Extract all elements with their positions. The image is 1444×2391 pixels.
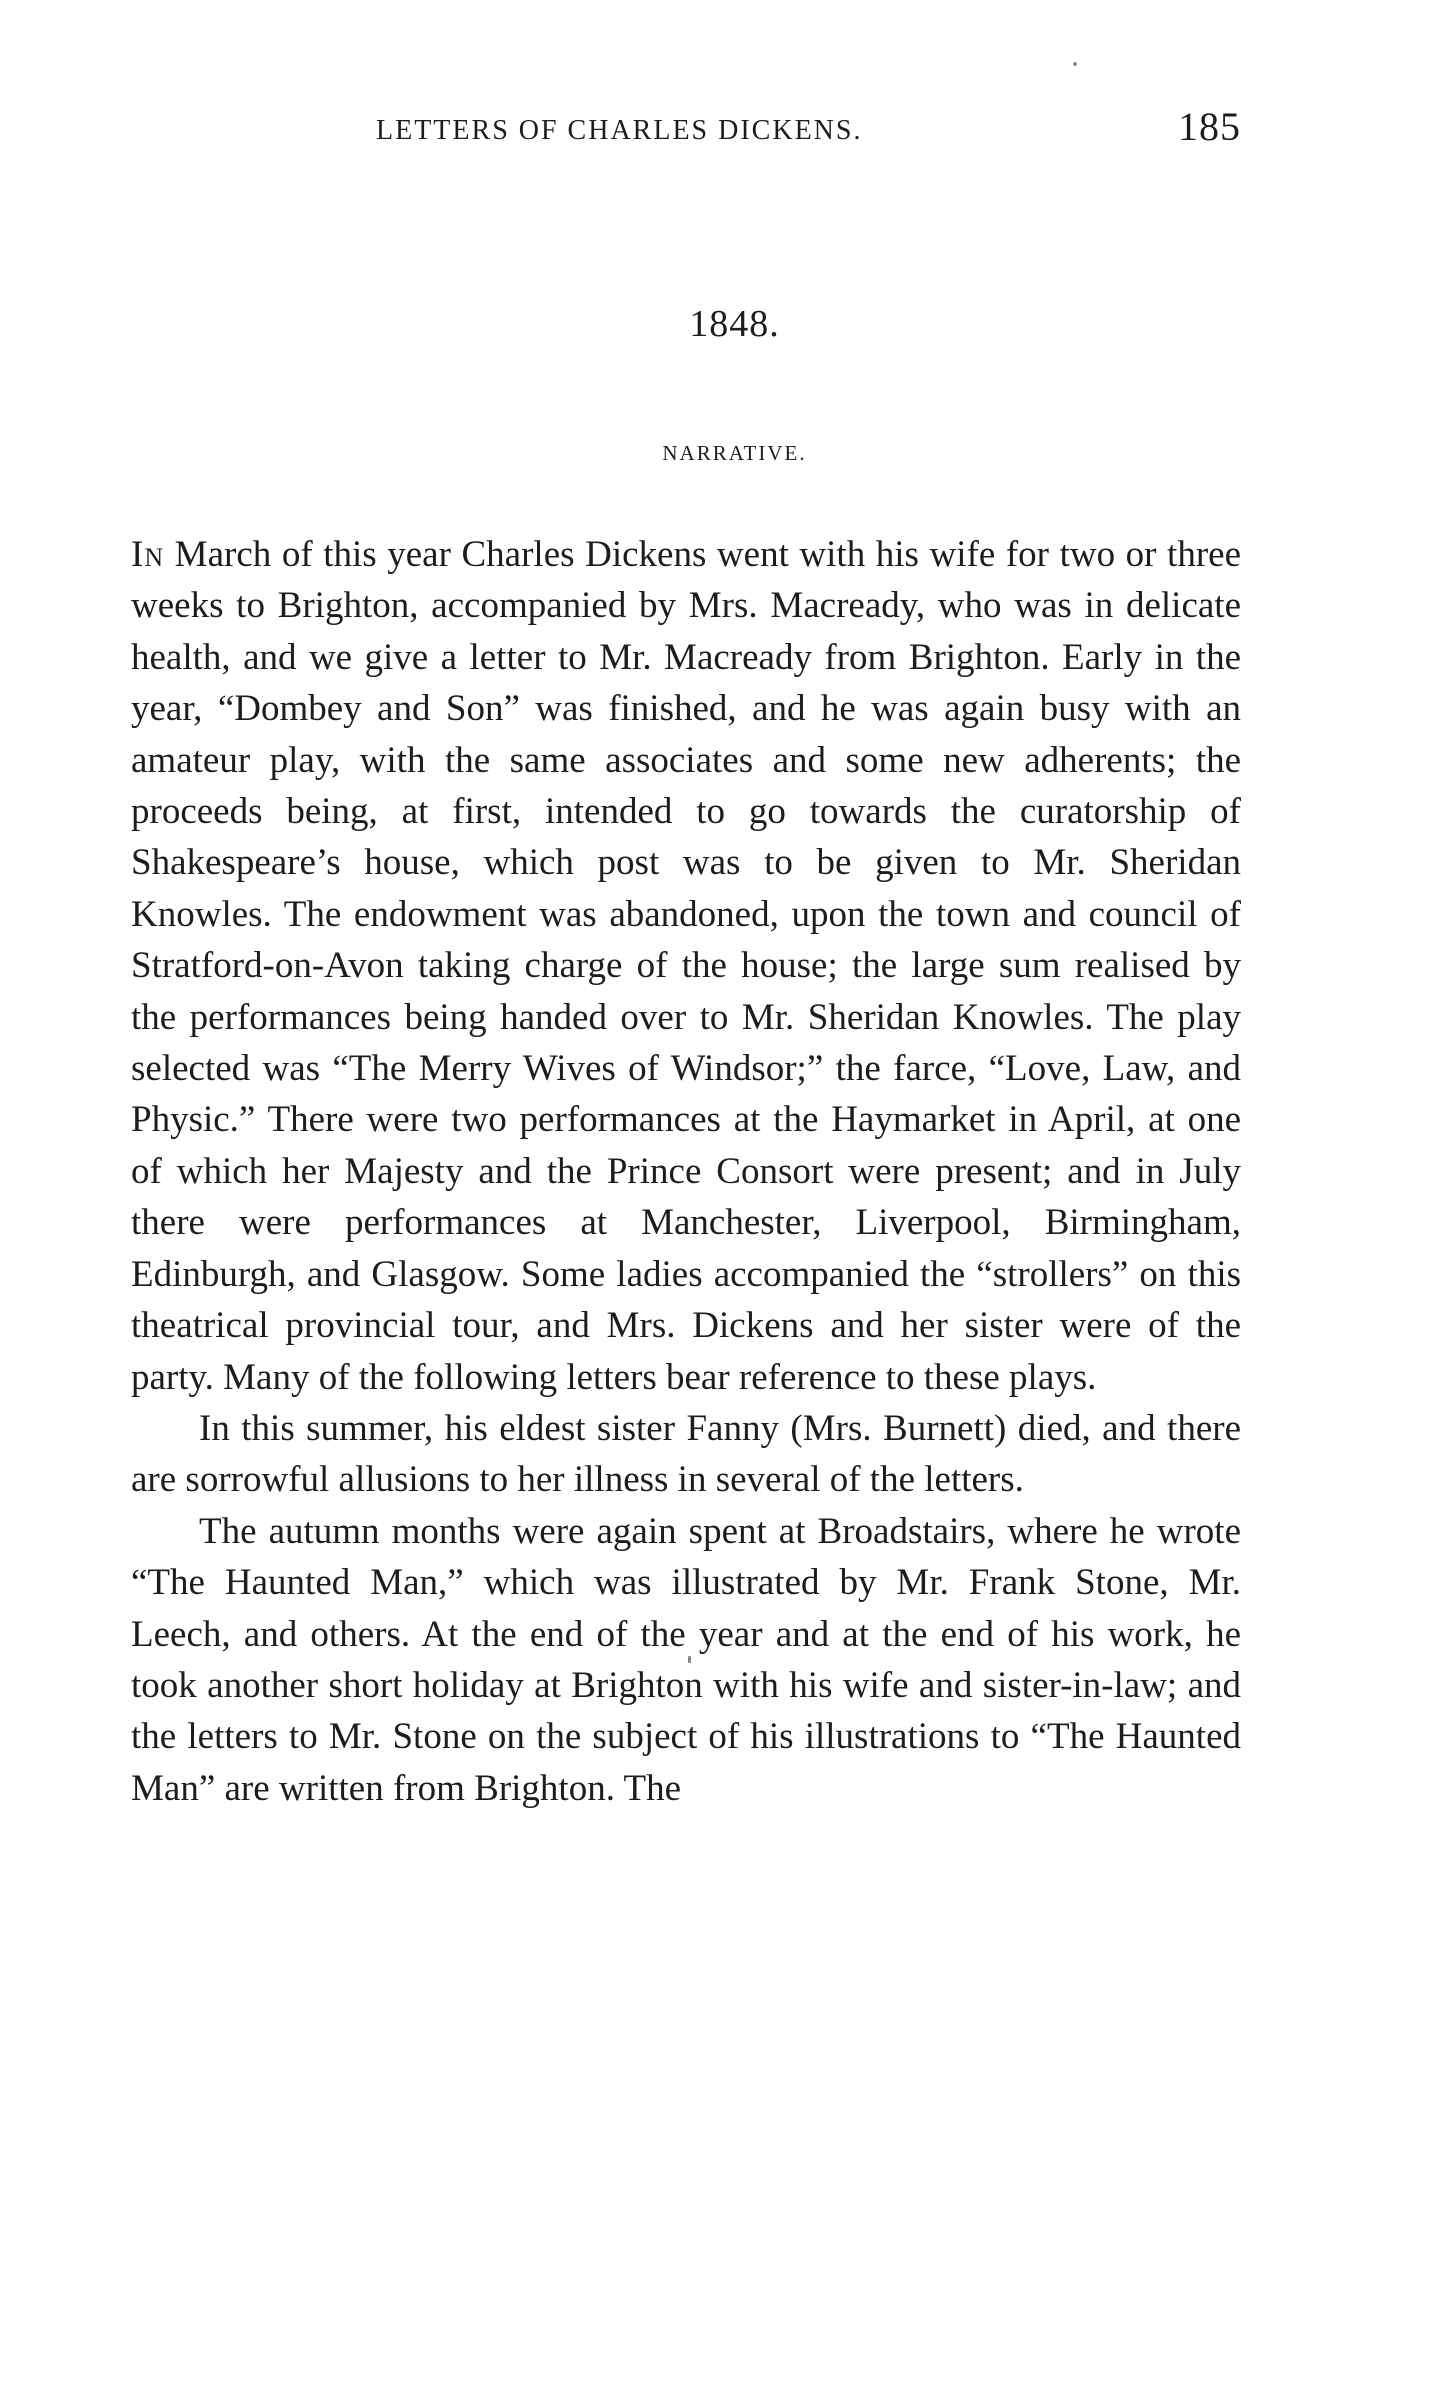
running-title: LETTERS OF CHARLES DICKENS. bbox=[376, 115, 863, 146]
section-heading: NARRATIVE. bbox=[662, 441, 807, 465]
year-heading: 1848. bbox=[689, 303, 780, 345]
paragraph-1 bbox=[131, 529, 1241, 1403]
paragraph-1-first-word: In bbox=[131, 534, 165, 575]
page-number: 185 bbox=[1178, 104, 1241, 149]
paragraph-2: In this summer, his eldest sister Fanny (Mrs. Burnett) died, and there are sorrowful allusions to her illness in several of the letters. bbox=[131, 1407, 1241, 1501]
body-text bbox=[131, 529, 1241, 1814]
print-speck bbox=[688, 1656, 691, 1663]
print-speck bbox=[1073, 62, 1077, 66]
paragraph-1-text: March of this year Charles Dickens went with his wife for two or three weeks to Brighton, accompanied by Mrs. Macready, who was in delicate health, and we give a letter to Mr. Macready from Brighton. Early in the year, “Dombey and Son” was finished, and he was again busy with an amateur play, with the same associates and some new adherents; the proceeds being, at first, intended to go towards the curatorship of Shakespeare’s house, which post was to be given to Mr. Sheridan Knowles. The endowment was abandoned, upon the town and council of Stratford-on-Avon taking charge of the house; the large sum realised by the performances being handed over to Mr. Sheridan Knowles. The play selected was “The Merry Wives of Windsor;” the farce, “Love, Law, and Physic.” There were two performances at the Haymarket in April, at one of which her Majesty and the Prince Consort were present; and in July there were performances at Manchester, Liverpool, Birmingham, Edinburgh, and Glasgow. Some ladies accompanied the “strollers” on this theatrical provincial tour, and Mrs. Dickens and her sister were of the party. Many of the following letters bear reference to these plays. bbox=[131, 534, 1241, 1398]
paragraph-3: The autumn months were again spent at Broadstairs, where he wrote “The Haunted Man,” which was illustrated by Mr. Frank Stone, Mr. Leech, and others. At the end of the year and at the end of his work, he took another short holiday at Brighton with his wife and sister-in-law; and the letters to Mr. Stone on the subject of his illustrations to “The Haunted Man” are written from Brighton. The bbox=[131, 1510, 1241, 1809]
running-head bbox=[131, 103, 1241, 153]
